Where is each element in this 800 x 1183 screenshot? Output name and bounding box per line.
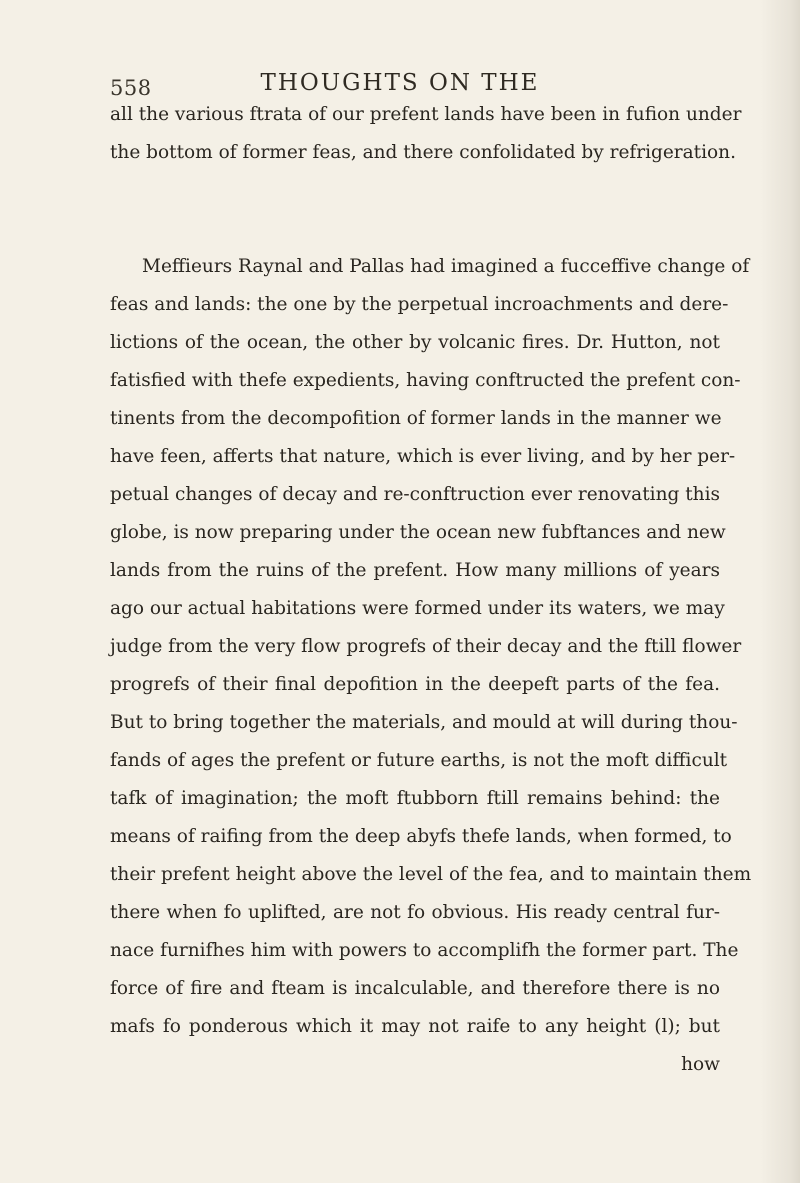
text-line: ago our actual habitations were formed under its waters, we may — [110, 598, 725, 619]
text-line: lands from the ruins of the prefent. How many millions of years — [110, 560, 720, 581]
text-line: tafk of imagination; the moft ftubborn ftill remains behind: the — [110, 788, 720, 809]
text-line: lictions of the ocean, the other by volcanic fires. Dr. Hutton, not — [110, 332, 720, 353]
text-line: tinents from the decompofition of former lands in the manner we — [110, 408, 722, 429]
text-line: progrefs of their final depofition in the deepeft parts of the fea. — [110, 674, 720, 695]
text-line: there when fo uplifted, are not fo obvious. His ready central fur- — [110, 902, 720, 923]
paragraph — [110, 96, 742, 172]
text-line: feas and lands: the one by the perpetual incroachments and dere- — [110, 294, 729, 315]
text-line: fatisfied with thefe expedients, having conftructed the prefent con- — [110, 370, 741, 391]
text-line: Meffieurs Raynal and Pallas had imagined a fucceffive change of — [142, 256, 750, 277]
paragraph — [110, 248, 752, 1084]
text-line: fands of ages the prefent or future earths, is not the moft difficult — [110, 750, 728, 771]
text-line: petual changes of decay and re-conftruction ever renovating this — [110, 484, 720, 505]
text-line: all the various ftrata of our prefent lands have been in fufion under — [110, 104, 742, 125]
text-line: judge from the very flow progrefs of their decay and the ftill flower — [110, 636, 742, 657]
running-title: THOUGHTS ON THE — [260, 70, 540, 96]
text-line: means of raifing from the deep abyfs thefe lands, when formed, to — [110, 826, 732, 847]
catchword: how — [681, 1054, 720, 1075]
text-line: But to bring together the materials, and mould at will during thou- — [110, 712, 738, 733]
text-line: force of fire and fteam is incalculable, and therefore there is no — [110, 978, 720, 999]
text-line: the bottom of former feas, and there confolidated by refrigeration. — [110, 142, 736, 163]
page-number: 558 — [110, 76, 152, 100]
text-line: nace furnifhes him with powers to accomplifh the former part. The — [110, 940, 739, 961]
text-line: have feen, afferts that nature, which is ever living, and by her per- — [110, 446, 736, 467]
text-line: mafs fo ponderous which it may not raife to any height (l); but — [110, 1016, 720, 1037]
text-line: their prefent height above the level of the fea, and to maintain them — [110, 864, 752, 885]
text-line: globe, is now preparing under the ocean new fubftances and new — [110, 522, 726, 543]
